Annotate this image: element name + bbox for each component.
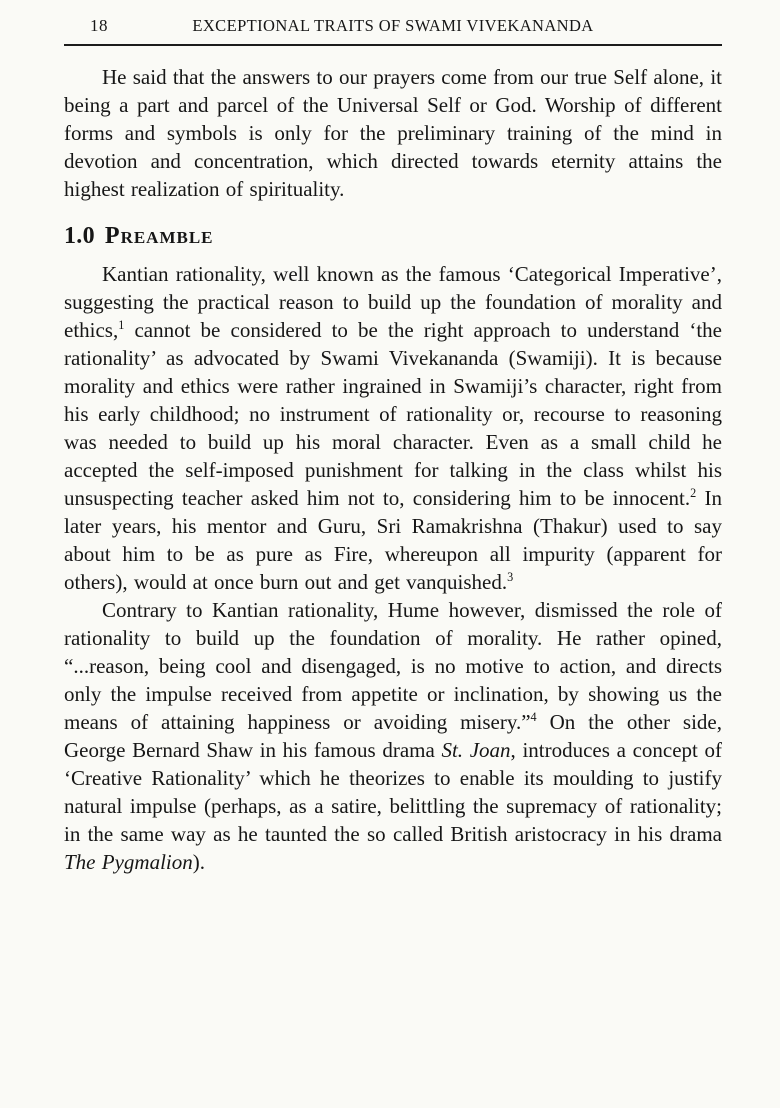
paragraph-kantian-rationality: Kantian rationality, well known as the famous ‘Categorical Imperative’, suggesting the practical reason to build up the foundation of morality and ethics,$^1$ cannot be considered to be the right approach to understand ‘the rationality’ as advocated by Swami Vivekananda (Swamiji). It is because morality and ethics were rather ingrained in Swamiji’s character, right from his early childhood; no instrument of rationality or, recourse to reasoning was needed to build up his moral character. Even as a small child he accepted the self-imposed punishment for talking in the class whilst his unsuspecting teacher asked him not to, considering him to be innocent.$^2$ In later years, his mentor and Guru, Sri Ramakrishna (Thakur) used to say about him to be as pure as Fire, whereupon all impurity (apparent for others), would at once burn out and get vanquished.$^3$ (64, 262, 723, 594)
section-heading (64, 223, 722, 250)
running-title: EXCEPTIONAL TRAITS OF SWAMI VIVEKANANDA (192, 16, 594, 35)
page-number: 18 (90, 16, 108, 35)
page-header (64, 14, 722, 40)
section-title: Preamble (104, 223, 214, 249)
paragraph-hume-shaw: Contrary to Kantian rationality, Hume however, dismissed the role of rationality to build up the foundation of morality. He rather opined, “...reason, being cool and disengaged, is no motive to action, and directs only the impulse received from appetite or inclination, by showing us the means of attaining happiness or avoiding misery.”$^4$ On the other side, George Bernard Shaw in his famous drama St. Joan, introduces a concept of ‘Creative Rationality’ which he theorizes to enable its moulding to justify natural impulse (perhaps, as a satire, belittling the supremacy of rationality; in the same way as he taunted the so called British aristocracy in his drama The Pygmalion). (64, 598, 723, 874)
section-number: 1.0 (64, 223, 95, 249)
page-body (64, 63, 722, 876)
header-rule (64, 44, 722, 46)
paragraph-intro: He said that the answers to our prayers come from our true Self alone, it being a part and parcel of the Universal Self or God. Worship of different forms and symbols is only for the preliminary training of the mind in devotion and concentration, which directed towards eternity attains the highest realization of spirituality. (64, 65, 722, 201)
